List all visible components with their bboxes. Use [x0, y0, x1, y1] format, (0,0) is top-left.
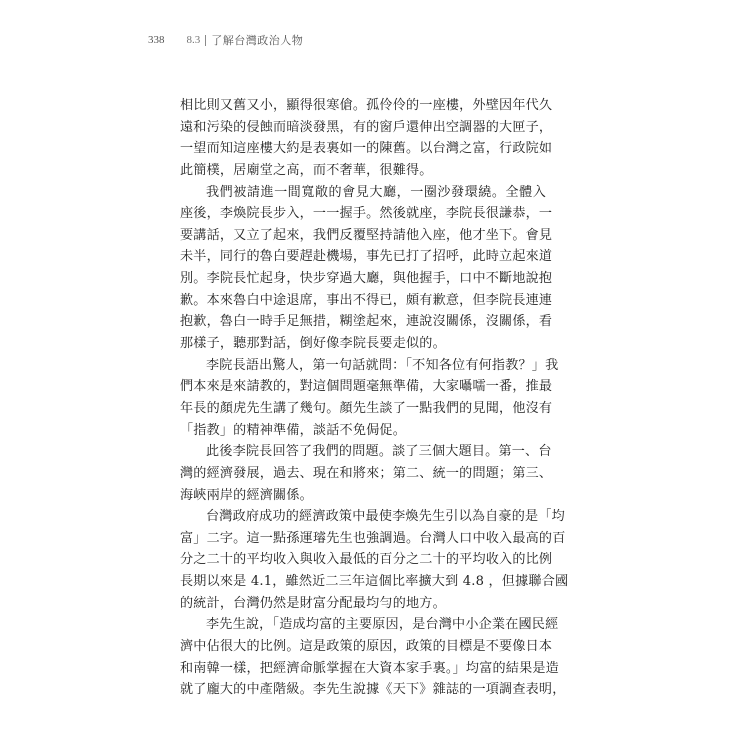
text-line: 的統計，台灣仍然是財富分配最均勻的地方。	[180, 595, 446, 611]
text-line: 長期以來是 4.1，雖然近二三年這個比率擴大到 4.8 ，但據聯合國	[180, 574, 569, 590]
text-line: 此簡樸，居廟堂之高，而不奢華，很難得。	[180, 162, 433, 178]
text-line: 要講話，又立了起來，我們反覆堅持請他入座，他才坐下。會見	[180, 227, 553, 243]
text-line: 別。李院長忙起身，快步穿過大廳，與他握手，口中不斷地說抱	[180, 271, 553, 287]
text-line: 灣的經濟發展，過去、現在和將來；第二、統一的問題；第三、	[180, 465, 553, 481]
text-line: 海峽兩岸的經濟關係。	[180, 487, 313, 503]
text-line: 此後李院長回答了我們的問題。談了三個大題目。第一、台	[206, 444, 552, 460]
text-line: 李先生說，「造成均富的主要原因，是台灣中小企業在國民經	[206, 617, 559, 633]
text-line: 分之二十的平均收入與收入最低的百分之二十的平均收入的比例	[180, 552, 553, 568]
text-line: 那樣子，聽那對話，倒好像李院長要走似的。	[180, 336, 446, 352]
text-line: 未半，同行的魯白要趕赴機場，事先已打了招呼，此時立起來道	[180, 249, 553, 265]
text-line: 台灣政府成功的經濟政策中最使李煥先生引以為自豪的是「均	[206, 509, 565, 525]
text-line: 年長的顏虎先生講了幾句。顏先生談了一點我們的見聞，他沒有	[180, 400, 553, 416]
text-line: 濟中佔很大的比例。這是政策的原因，政策的目標是不要像日本	[180, 639, 553, 655]
text-line: 「指教」的精神準備，談話不免侷促。	[180, 422, 406, 438]
header-divider	[205, 35, 206, 46]
text-line: 相比則又舊又小，顯得很寒傖。孤伶伶的一座樓，外壁因年代久	[180, 98, 553, 113]
text-line: 歉。本來魯白中途退席，事出不得已，頗有歉意，但李院長連連	[180, 292, 553, 308]
text-line: 李院長語出驚人，第一句話就問：「不知各位有何指教？」我	[206, 357, 559, 373]
text-line: 一望而知這座樓大約是表裏如一的陳舊。以台灣之富，行政院如	[180, 141, 553, 157]
body-text	[180, 95, 569, 701]
text-line: 遠和污染的侵蝕而暗淡發黑，有的窗戶還伸出空調器的大匣子，	[180, 119, 553, 135]
text-line: 富」二字。這一點孫運璿先生也強調過。台灣人口中收入最高的百	[180, 530, 566, 546]
page-number: 338	[148, 34, 165, 46]
running-header	[148, 32, 303, 48]
section-number: 8.3	[186, 34, 201, 46]
text-line: 抱歉，魯白一時手足無措，糊塗起來，連說沒關係，沒關係，看	[180, 314, 553, 330]
section-title: 了解台灣政治人物	[211, 34, 304, 47]
text-line: 就了龐大的中產階級。李先生說據《天下》雜誌的一項調查表明，	[180, 682, 566, 698]
text-line: 座後，李煥院長步入，一一握手。然後就座，李院長很謙恭，一	[180, 206, 553, 222]
text-line: 和南韓一樣，把經濟命脈掌握在大資本家手裏。」均富的結果是造	[180, 660, 559, 676]
text-line: 我們被請進一間寬敞的會見大廳，一圈沙發環繞。全體入	[206, 184, 546, 200]
text-line: 們本來是來請教的，對這個問題毫無準備，大家囁嚅一番，推最	[180, 379, 553, 395]
